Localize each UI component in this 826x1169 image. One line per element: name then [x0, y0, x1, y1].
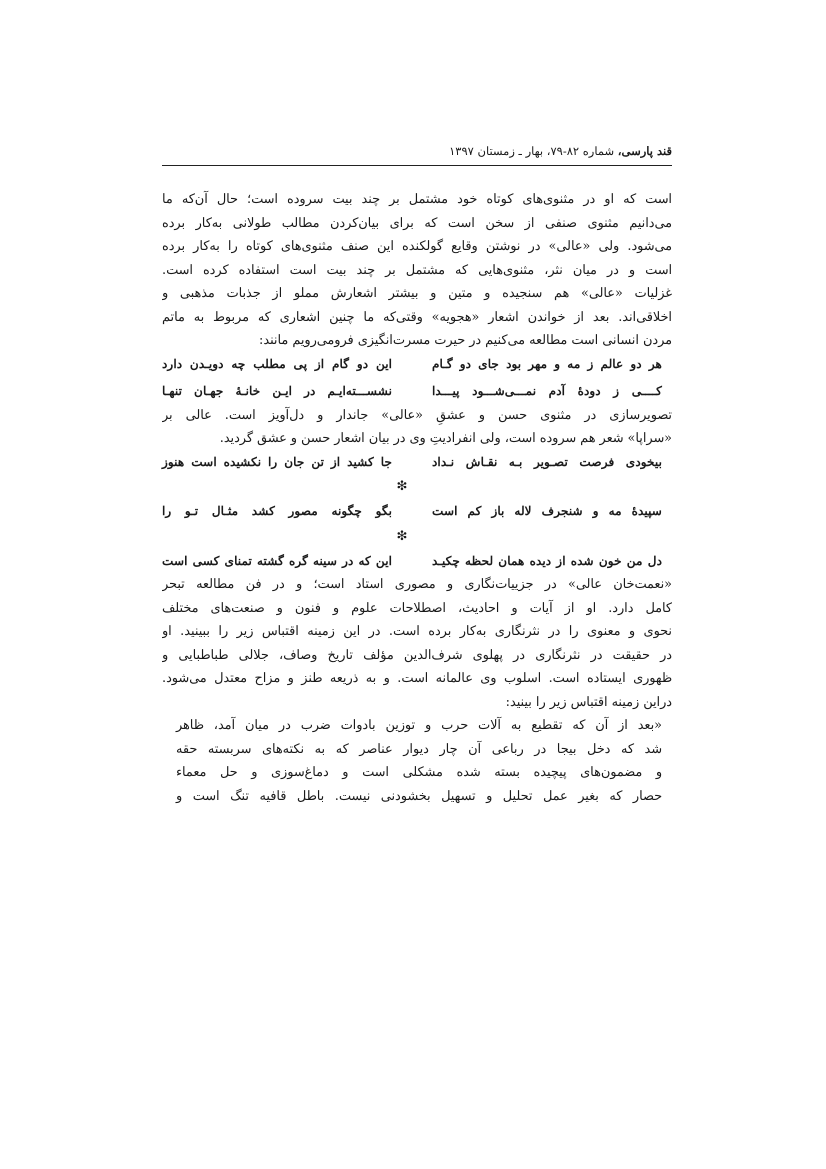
text-line: کامل دارد. او از آیات و احادیث، اصطلاحات علوم و فنون و صنعت‌های مختلف: [162, 600, 672, 616]
text-line: ظهوری ایستاده است. اسلوب وی عالمانه است. و به ذریعه طنز و مزاح معتدل می‌شود.: [162, 671, 672, 686]
text-line: دراین زمینه اقتباس زیر را بینید:: [505, 694, 672, 710]
paragraph: [162, 188, 672, 353]
ornament-divider: ❇: [396, 479, 408, 494]
verse-couplet: [162, 380, 672, 404]
text-line: غزلیات «عالی» هم سنجیده و متین و بیشتر اشعارش مملو از جذبات مذهبی و: [162, 286, 672, 301]
verse-hemistich: بیخودی فرصت تصـویر بـه نقـاش نـداد: [432, 454, 662, 469]
issue-info: شماره ۸۲-۷۹، بهار ـ زمستان ۱۳۹۷: [449, 144, 618, 158]
verse-couplet: [162, 451, 672, 475]
text-line: است و در میان نثر، مثنوی‌هایی که مشتمل بر چند بیت است استفاده کرده است.: [162, 262, 672, 278]
verse-hemistich: کــــی ز دودهٔ آدم نمـــی‌شـــود پیـــدا: [432, 384, 662, 398]
verse-hemistich: جا کشید از تن جان را نکشیده است هنوز: [162, 454, 392, 469]
verse-couplet: [162, 353, 672, 377]
body-text: [162, 188, 672, 808]
verse-couplet: [162, 550, 672, 574]
text-line: تصویرسازی در مثنوی حسن و عشقِ «عالی» جاندار و دل‌آویز است. عالی بر: [162, 407, 672, 423]
header-rule: [162, 165, 672, 166]
text-line: می‌دانیم مثنوی صنفی از سخن است که برای بیان‌کردن مطالب طولانی به‌کار برده: [162, 215, 672, 231]
quote-line: حصار که بغیر عمل تحلیل و تسهیل بخشودنی نیست. باطل قافیه تنگ است و: [176, 788, 662, 804]
verse-couplet: [162, 500, 672, 524]
text-line: مردن انسانی است مطالعه می‌کنیم در حیرت مسرت‌انگیزی فرومی‌رویم مانند:: [259, 333, 672, 348]
verse-hemistich: نشســـته‌ایـم در ایـن خانـهٔ جهـان تنهـا: [162, 384, 392, 398]
text-line: در حقیقت در نثرنگاری در پهلوی شرف‌الدین مؤلف تاریخ وصاف، جلالی طباطبایی و: [162, 647, 672, 663]
text-line: اخلاقی‌اند. بعد از خواندن اشعار «هجویه» وقتی‌که ما چنین اشعاری که مربوط به ماتم: [162, 309, 672, 325]
page: [162, 0, 672, 1169]
quote-line: «بعد از آن که تقطیع به آلات حرب و توزین بادوات ضرب در میان آمد، ظاهر: [176, 718, 662, 733]
text-line: «نعمت‌خان عالی» در جزییات‌نگاری و مصوری استاد است؛ و در فن مطالعه تبحر: [162, 577, 672, 592]
paragraph: [162, 404, 672, 451]
text-line: است که او در مثنوی‌های کوتاه خود مشتمل بر چند بیت سروده است؛ حال آن‌که ما: [162, 192, 672, 207]
verse-hemistich: این دو گام از پی مطلب چه دویـدن دارد: [162, 356, 392, 371]
text-line: می‌شود. ولی «عالی» در نوشتن وقایع گولکنده این صنف مثنوی‌های کوتاه را به‌کار برده: [162, 239, 672, 254]
block-quote: [162, 714, 672, 808]
quote-line: و مضمون‌های پیچیده بسته شده مشکلی است و دماغ‌سوزی و حل معماء: [176, 765, 662, 780]
quote-line: شد که دخل بیجا در رباعی آن چار دیوار عناصر که به نکته‌های سربسته حقه: [176, 741, 662, 757]
running-header: [162, 143, 672, 159]
verse-hemistich: هر دو عالم ز مه و مهر بود جای دو گـام: [432, 356, 662, 371]
text-line: نحوی و معنوی را در نثرنگاری به‌کار برده است. در این زمینه اقتباس زیر را ببینید. او: [162, 624, 672, 639]
verse-hemistich: سپیدهٔ مه و شنجرف لاله باز کم است: [432, 504, 662, 518]
verse-hemistich: این که در سینه گره گشته تمنای کسی است: [162, 553, 392, 568]
verse-hemistich: بگو چگونه مصور کشد مثـال تـو را: [162, 504, 392, 518]
text-line: «سراپا» شعر هم سروده است، ولی انفرادیتِ وی در بیان اشعار حسن و عشق گردید.: [219, 431, 672, 446]
verse-hemistich: دل من خون شده از دیده همان لحظه چکیـد: [432, 553, 662, 568]
journal-name: قند پارسی،: [617, 144, 672, 158]
ornament-divider: ❇: [396, 528, 408, 544]
paragraph: [162, 573, 672, 714]
